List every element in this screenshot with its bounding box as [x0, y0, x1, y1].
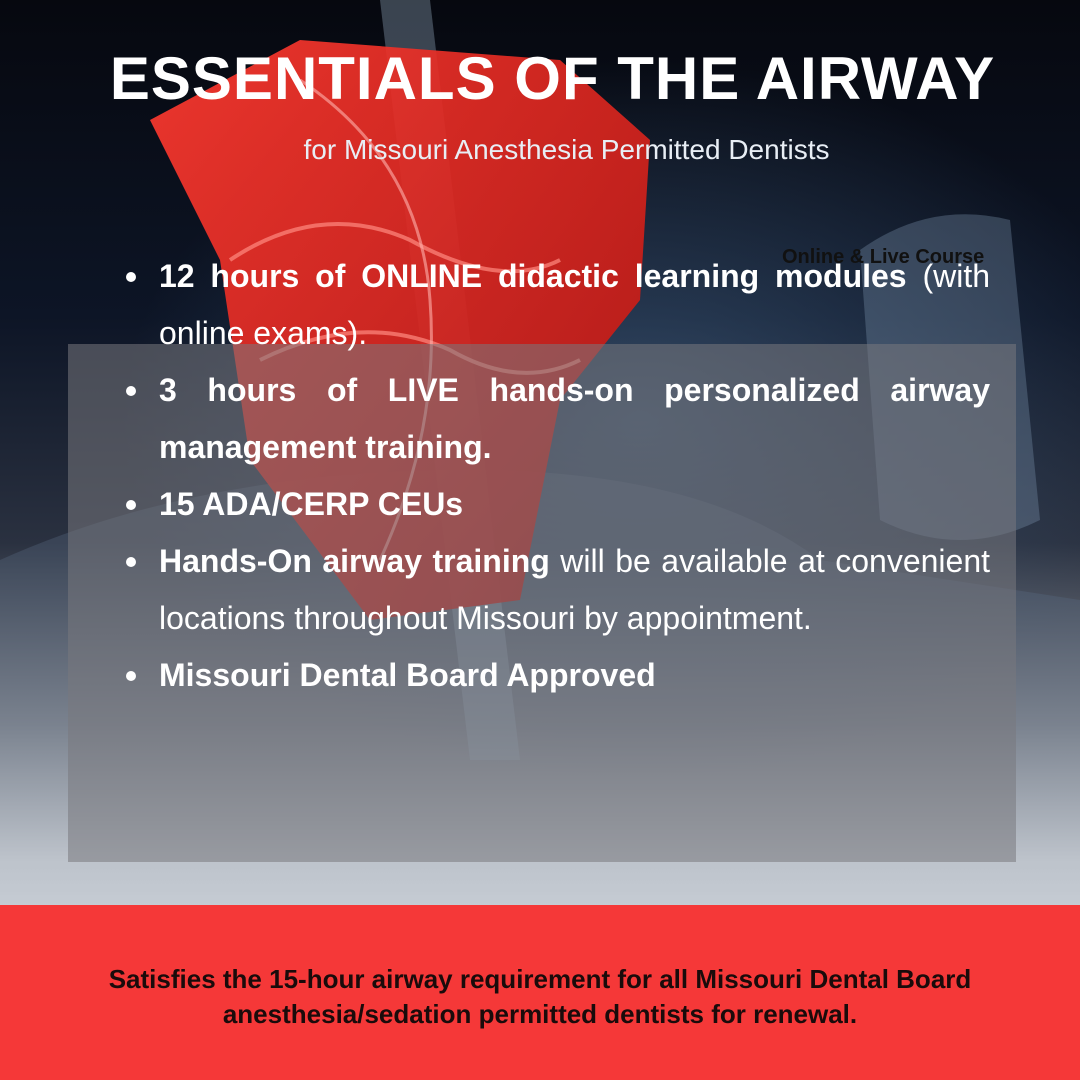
list-item-bold: Missouri Dental Board Approved [159, 657, 656, 693]
list-item [120, 476, 990, 533]
course-type-label: Online & Live Course [782, 246, 985, 268]
list-item-bold: Hands-On airway training [159, 543, 550, 579]
list-item [120, 248, 990, 362]
list-item-bold: 15 ADA/CERP CEUs [159, 486, 464, 522]
footer-banner [0, 905, 1080, 1080]
list-item [120, 362, 990, 476]
list-item [120, 533, 990, 647]
footer-text: Satisfies the 15-hour airway requirement for all Missouri Dental Board anesthesia/sedation permitted dentists for renewal. [108, 964, 972, 1029]
list-item-bold: 12 hours of ONLINE didactic learning modules [159, 258, 907, 294]
feature-list [120, 248, 990, 704]
list-item [120, 647, 990, 704]
list-item-bold: 3 hours of LIVE hands-on personalized airway management training. [159, 372, 990, 465]
page-subtitle: for Missouri Anesthesia Permitted Dentists [303, 134, 830, 165]
page-title: ESSENTIALS OF THE AIRWAY [109, 45, 996, 112]
list-item-text: will be available at convenient locations throughout Missouri by appointment. [159, 543, 991, 636]
list-item-text: (with online exams). [159, 258, 991, 351]
